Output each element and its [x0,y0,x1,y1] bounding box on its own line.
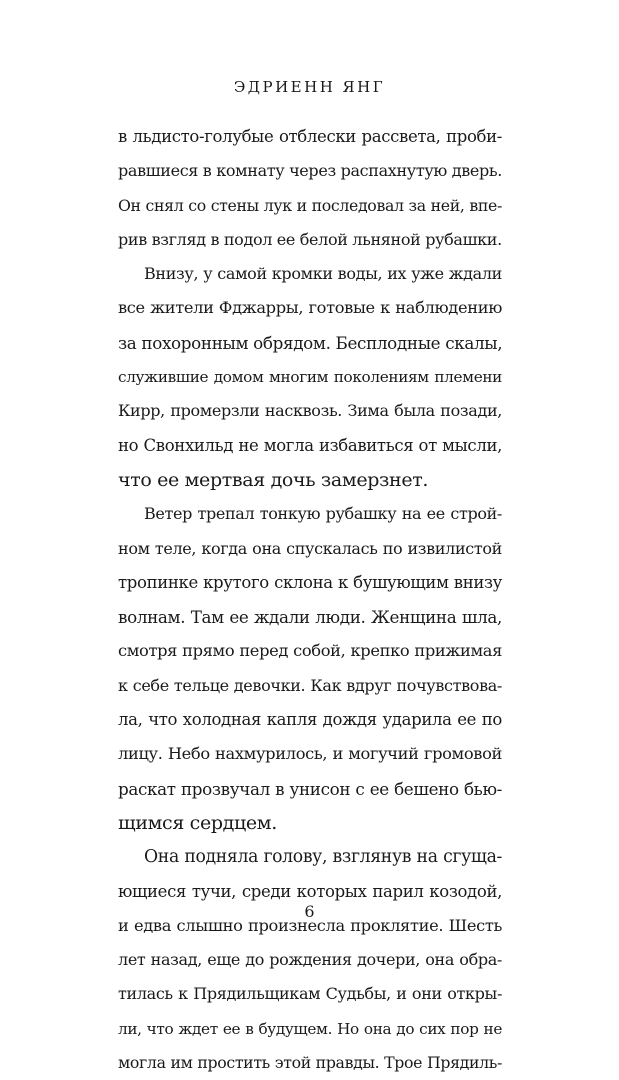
text-line: все жители Фджарры, готовые к наблюдению [118,298,502,318]
text-line: тропинке крутого склона к бушующим внизу [118,572,502,592]
text-line: ли, что ждет ее в будущем. Но она до сих пор не [118,1019,502,1038]
page-number: 6 [304,902,315,921]
text-line: могла им простить этой правды. Трое Прядиль- [118,1053,502,1073]
text-line: равшиеся в комнату через распахнутую дверь. [118,161,502,181]
text-line: Ветер трепал тонкую рубашку на ее строй- [144,504,502,524]
text-line: но Свонхильд не могла избавиться от мысли, [118,435,502,455]
body-text [118,120,502,1080]
text-line: за похоронным обрядом. Бесплодные скалы, [118,332,503,353]
text-line: к себе тельце девочки. Как вдруг почувствова- [118,675,502,695]
text-line: щимся сердцем. [118,811,277,834]
text-line: Кирр, промерзли насквозь. Зима была позади, [118,401,502,421]
text-line: лицу. Небо нахмурилось, и могучий громовой [118,744,502,764]
text-line: лет назад, еще до рождения дочери, она обра- [118,950,502,970]
text-line: и едва слышно произнесла проклятие. Шесть [118,915,502,935]
text-line: ла, что холодная капля дождя ударила ее по [118,710,502,730]
text-line: в льдисто-голубые отблески рассвета, проби- [118,127,502,146]
text-line: ющиеся тучи, среди которых парил козодой, [118,881,502,901]
text-line: тилась к Прядильщикам Судьбы, и они откры- [118,984,502,1004]
text-line: Внизу, у самой кромки воды, их уже ждали [144,264,502,284]
text-line: смотря прямо перед собой, крепко прижимая [118,641,502,661]
text-line: Он снял со стены лук и последовал за ней, впе- [118,195,502,215]
text-line: ном теле, когда она спускалась по извилистой [118,538,502,558]
text-line: рив взгляд в подол ее белой льняной рубашки. [118,229,502,249]
text-line: раскат прозвучал в унисон с ее бешено бью- [118,778,502,799]
text-line: Она подняла голову, взглянув на сгуща- [144,847,502,868]
text-line: что ее мертвая дочь замерзнет. [118,468,429,491]
text-line: служившие домом многим поколениям племени [118,368,502,387]
text-line: волнам. Там ее ждали люди. Женщина шла, [118,607,502,628]
running-head-author: ЭДРИЕНН ЯНГ [233,78,386,96]
